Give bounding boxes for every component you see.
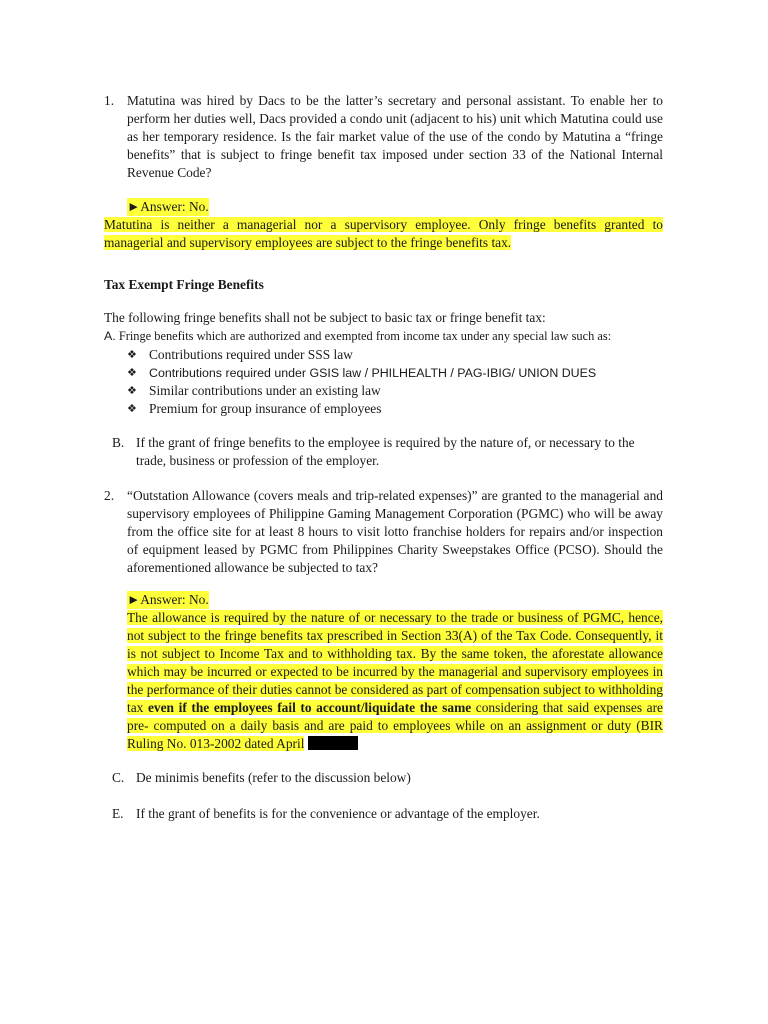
question-1-answer-label: ►Answer: No. bbox=[127, 199, 209, 214]
question-2-number: 2. bbox=[104, 488, 115, 503]
question-1-answer bbox=[104, 216, 663, 252]
list-item-text: Similar contributions under an existing law bbox=[149, 383, 381, 398]
point-b-letter: B. bbox=[112, 435, 125, 450]
list-item-text: Premium for group insurance of employees bbox=[149, 401, 382, 416]
question-1-text: Matutina was hired by Dacs to be the latter’s secretary and personal assistant. To enable her to perform her duties well, Dacs provided a condo unit (adjacent to his) unit which Matutina could use as her temporary residence. Is the fair market value of the use of the condo by Matutina a “fringe benefits” that is subject to fringe benefit tax imposed under section 33 of the National Internal Revenue Code? bbox=[127, 93, 663, 180]
question-2-answer-text-2: considering that said expenses are pre- computed on a daily basis and are paid to employees while on an assignment or duty (BIR Ruling No. 013-2002 dated April bbox=[127, 700, 663, 751]
redaction-block bbox=[308, 736, 358, 750]
question-2-answer-bold: even if the employees fail to account/liquidate the same bbox=[147, 700, 472, 715]
diamond-bullet-icon: ❖ bbox=[127, 384, 137, 397]
point-e-text: If the grant of benefits is for the convenience or advantage of the employer. bbox=[136, 806, 540, 821]
diamond-bullet-icon: ❖ bbox=[127, 366, 137, 379]
section-title: Tax Exempt Fringe Benefits bbox=[104, 277, 264, 292]
list-item bbox=[127, 382, 596, 400]
diamond-bullet-icon: ❖ bbox=[127, 348, 137, 361]
exempt-contributions-list bbox=[127, 346, 596, 418]
question-1-answer-text: Matutina is neither a managerial nor a supervisory employee. Only fringe benefits granted to managerial and supervisory employees are subject to the fringe benefits tax. bbox=[104, 217, 663, 250]
point-b-text: If the grant of fringe benefits to the employee is required by the nature of, or necessary to the trade, business or profession of the employer. bbox=[136, 435, 635, 468]
question-2-answer-text-1: The allowance is required by the nature of or necessary to the trade or business of PGMC, hence, not subject to the fringe benefits tax prescribed in Section 33(A) of the Tax Code. Consequently, it is not subject to Income Tax and to withholding tax. By the same token, the aforestate allowance which may be incurred or expected to be incurred by the managerial and supervisory employees in the performance of their duties cannot be considered as part of compensation subject to withholding tax bbox=[127, 610, 663, 715]
list-item bbox=[127, 400, 596, 418]
point-c-text: De minimis benefits (refer to the discussion below) bbox=[136, 770, 411, 785]
point-a bbox=[104, 327, 611, 345]
list-item bbox=[127, 346, 596, 364]
question-1-number: 1. bbox=[104, 93, 115, 108]
point-a-text: Fringe benefits which are authorized and exempted from income tax under any special law such as: bbox=[115, 329, 612, 343]
section-intro: The following fringe benefits shall not be subject to basic tax or fringe benefit tax: bbox=[104, 310, 546, 325]
list-item-text: Contributions required under GSIS law / PHILHEALTH / PAG-IBIG/ UNION DUES bbox=[149, 366, 597, 380]
question-2-answer-label: ►Answer: No. bbox=[127, 592, 209, 607]
question-2-text: “Outstation Allowance (covers meals and trip-related expenses)” are granted to the managerial and supervisory employees of Philippine Gaming Management Corporation (PGMC) who will be away from the office site for at least 8 hours to visit lotto franchise holders for repairs and/or inspection of equipment leased by PGMC from Philippines Charity Sweepstakes Office (PCSO). Should the aforementioned allowance be subjected to tax? bbox=[127, 488, 663, 575]
point-a-letter: A. bbox=[104, 329, 116, 343]
point-e-letter: E. bbox=[112, 806, 124, 821]
point-c-letter: C. bbox=[112, 770, 125, 785]
diamond-bullet-icon: ❖ bbox=[127, 402, 137, 415]
question-2-answer bbox=[127, 609, 663, 753]
list-item bbox=[127, 364, 596, 382]
list-item-text: Contributions required under SSS law bbox=[149, 347, 353, 362]
